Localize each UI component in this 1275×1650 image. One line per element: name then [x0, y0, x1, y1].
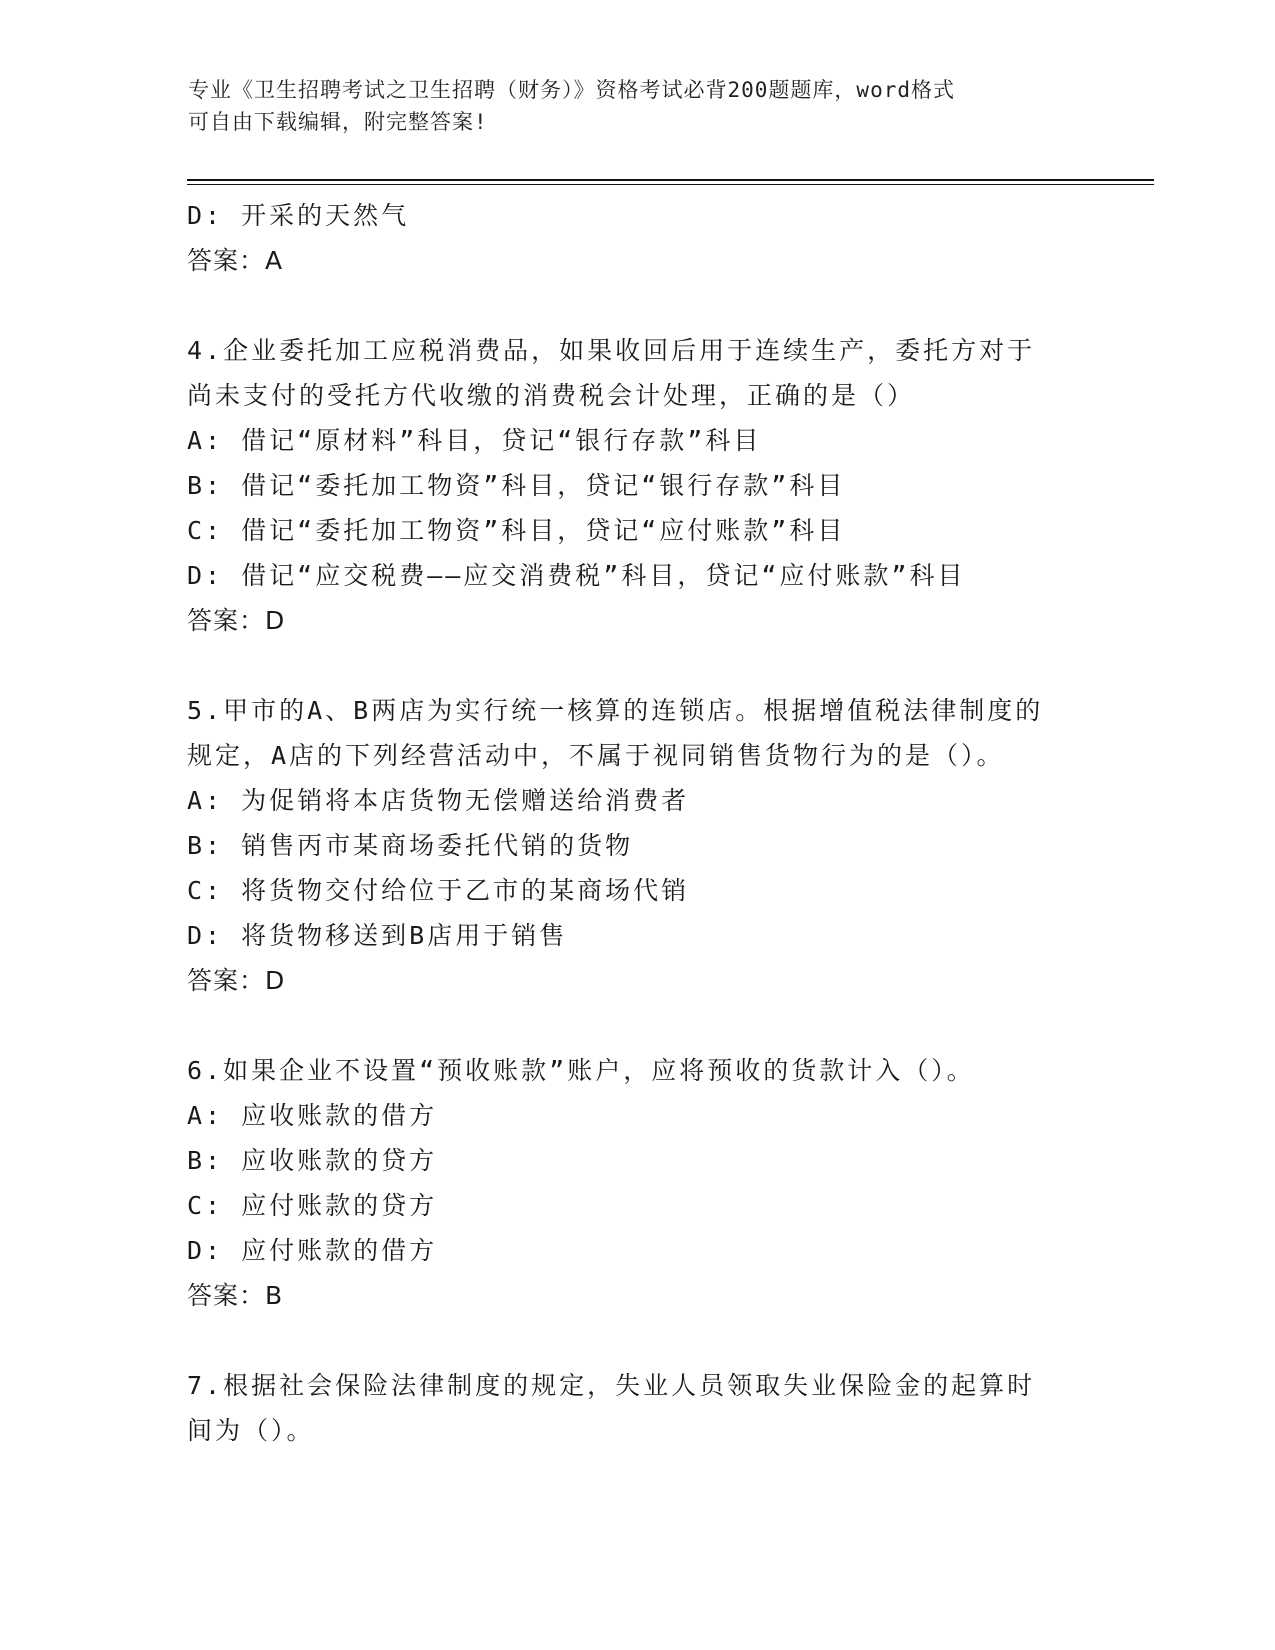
header-rule-thin	[187, 184, 1154, 185]
header-line-2: 可自由下载编辑，附完整答案!	[188, 110, 488, 134]
answer: 答案：B	[187, 1281, 284, 1310]
option-b: B: 应收账款的贷方	[187, 1146, 438, 1175]
option-d: D: 应付账款的借方	[187, 1236, 438, 1265]
spacer	[187, 1003, 1087, 1048]
question-stem: 5.甲市的A、B两店为实行统一核算的连锁店。根据增值税法律制度的	[187, 696, 1044, 725]
question-stem: 7.根据社会保险法律制度的规定，失业人员领取失业保险金的起算时	[187, 1371, 1036, 1400]
document-body	[187, 193, 1087, 1453]
answer: 答案：D	[187, 966, 286, 995]
option-d: D: 借记“应交税费——应交消费税”科目，贷记“应付账款”科目	[187, 561, 966, 590]
option-a: A: 为促销将本店货物无偿赠送给消费者	[187, 786, 690, 815]
question-6	[187, 1048, 1087, 1318]
option-a: A: 应收账款的借方	[187, 1101, 438, 1130]
option-b: B: 借记“委托加工物资”科目，贷记“银行存款”科目	[187, 471, 846, 500]
header-rule-thick	[187, 179, 1154, 181]
prev-answer: 答案：A	[187, 246, 284, 275]
option-c: C: 借记“委托加工物资”科目，贷记“应付账款”科目	[187, 516, 846, 545]
header-line-1: 专业《卫生招聘考试之卫生招聘（财务）》资格考试必背200题题库，word格式	[188, 78, 955, 102]
spacer	[187, 1318, 1087, 1363]
answer: 答案：D	[187, 606, 286, 635]
question-5	[187, 688, 1087, 1003]
question-stem: 4.企业委托加工应税消费品，如果收回后用于连续生产，委托方对于	[187, 336, 1036, 365]
question-7	[187, 1363, 1087, 1453]
question-stem: 间为（）。	[187, 1416, 315, 1445]
document-header	[188, 74, 1068, 138]
question-4	[187, 328, 1087, 643]
question-stem: 规定，A店的下列经营活动中，不属于视同销售货物行为的是（）。	[187, 741, 1005, 770]
option-d: D: 将货物移送到B店用于销售	[187, 921, 568, 950]
option-c: C: 将货物交付给位于乙市的某商场代销	[187, 876, 690, 905]
option-b: B: 销售丙市某商场委托代销的货物	[187, 831, 634, 860]
option-a: A: 借记“原材料”科目，贷记“银行存款”科目	[187, 426, 762, 455]
spacer	[187, 643, 1087, 688]
spacer	[187, 283, 1087, 328]
prev-option-d: D: 开采的天然气	[187, 201, 410, 230]
option-c: C: 应付账款的贷方	[187, 1191, 438, 1220]
question-stem: 6.如果企业不设置“预收账款”账户，应将预收的货款计入（）。	[187, 1056, 975, 1085]
question-stem: 尚未支付的受托方代收缴的消费税会计处理，正确的是（）	[187, 381, 916, 410]
